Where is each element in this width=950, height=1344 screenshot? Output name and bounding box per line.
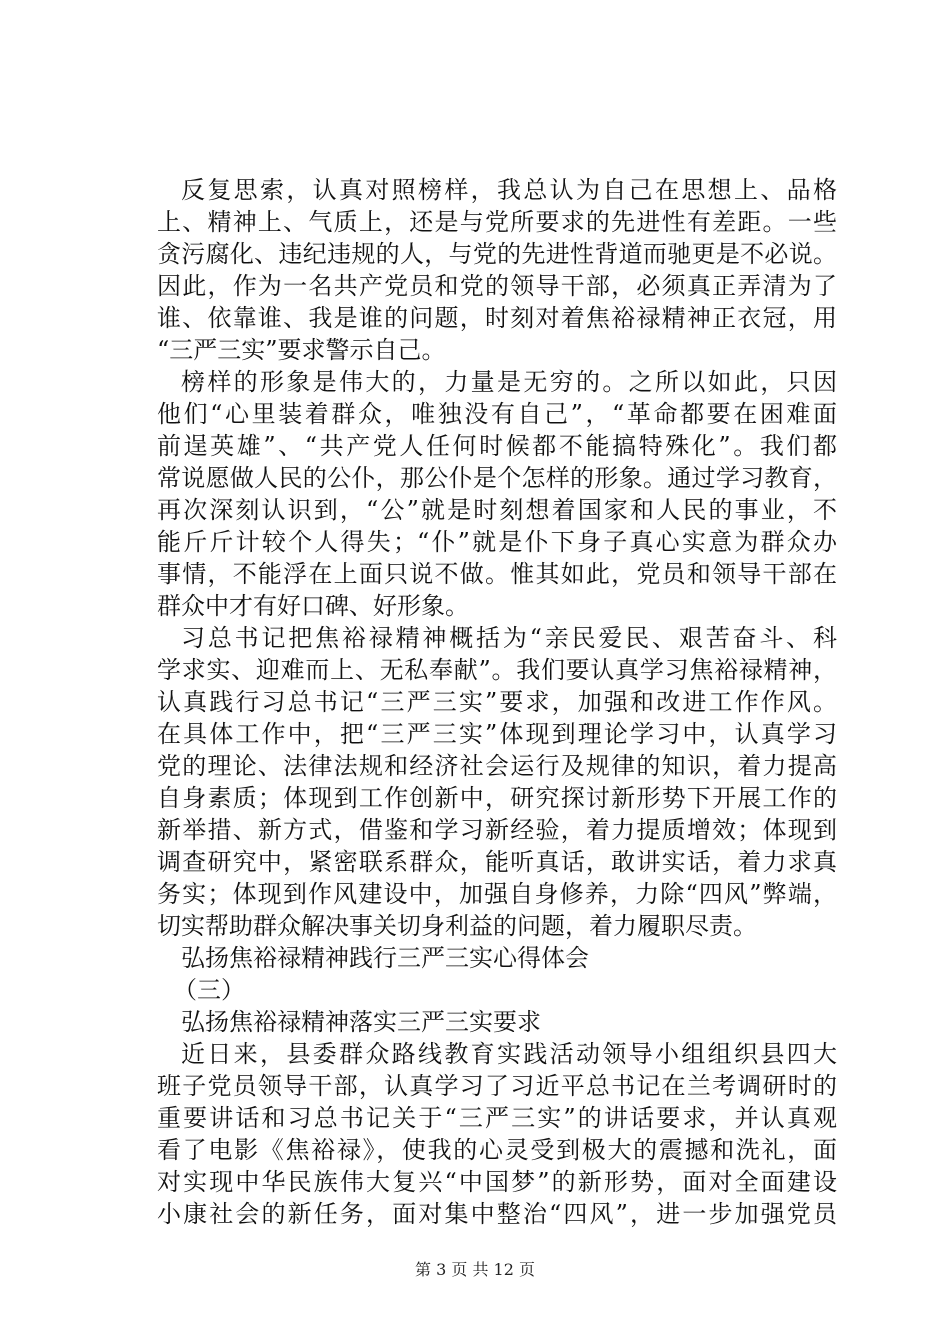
text-line: 贪污腐化、违纪违规的人，与党的先进性背道而驰更是不必说。	[157, 240, 837, 268]
text-line: 弘扬焦裕禄精神践行三严三实心得体会	[181, 944, 589, 972]
document-body	[157, 174, 837, 1230]
text-line: 班子党员领导干部，认真学习了习近平总书记在兰考调研时的	[157, 1072, 837, 1100]
text-line: “三严三实”要求警示自己。	[157, 336, 446, 364]
text-line: 在具体工作中，把“三严三实”体现到理论学习中，认真学习	[157, 720, 837, 748]
text-line: 看了电影《焦裕禄》，使我的心灵受到极大的震撼和洗礼，面	[157, 1136, 837, 1164]
text-line: 反复思索，认真对照榜样，我总认为自己在思想上、品格	[181, 176, 837, 204]
text-line: 习总书记把焦裕禄精神概括为“亲民爱民、艰苦奋斗、科	[181, 624, 837, 652]
text-line: 小康社会的新任务，面对集中整治“四风”，进一步加强党员	[157, 1200, 837, 1228]
text-line: 务实；体现到作风建设中，加强自身修养，力除“四风”弊端，	[157, 880, 837, 908]
text-line: 切实帮助群众解决事关切身利益的问题，着力履职尽责。	[157, 912, 757, 940]
text-line: 重要讲话和习总书记关于“三严三实”的讲话要求，并认真观	[157, 1104, 837, 1132]
text-line: 因此，作为一名共产党员和党的领导干部，必须真正弄清为了	[157, 272, 837, 300]
text-line: 再次深刻认识到，“公”就是时刻想着国家和人民的事业，不	[157, 496, 837, 524]
text-line: 谁、依靠谁、我是谁的问题，时刻对着焦裕禄精神正衣冠，用	[157, 304, 837, 332]
text-line: 能斤斤计较个人得失；“仆”就是仆下身子真心实意为群众办	[157, 528, 837, 556]
text-line: 近日来，县委群众路线教育实践活动领导小组组织县四大	[181, 1040, 837, 1068]
text-line: 榜样的形象是伟大的，力量是无穷的。之所以如此，只因	[181, 368, 837, 396]
text-line: 认真践行习总书记“三严三实”要求，加强和改进工作作风。	[157, 688, 837, 716]
text-line: 常说愿做人民的公仆，那公仆是个怎样的形象。通过学习教育，	[157, 464, 837, 492]
text-line: 弘扬焦裕禄精神落实三严三实要求	[181, 1008, 541, 1036]
text-line: 自身素质；体现到工作创新中，研究探讨新形势下开展工作的	[157, 784, 837, 812]
text-line: 调查研究中，紧密联系群众，能听真话，敢讲实话，着力求真	[157, 848, 837, 876]
text-line: 群众中才有好口碑、好形象。	[157, 592, 469, 620]
text-line: 上、精神上、气质上，还是与党所要求的先进性有差距。一些	[157, 208, 837, 236]
text-line: 他们“心里装着群众，唯独没有自己”，“革命都要在困难面	[157, 400, 837, 428]
text-line: 前逞英雄”、“共产党人任何时候都不能搞特殊化”。我们都	[157, 432, 837, 460]
text-line: 事情，不能浮在上面只说不做。惟其如此，党员和领导干部在	[157, 560, 837, 588]
text-line: 学求实、迎难而上、无私奉献”。我们要认真学习焦裕禄精神，	[157, 656, 837, 684]
text-line: （三）	[173, 976, 245, 1004]
page-footer: 第 3 页 共 12 页	[415, 1260, 535, 1279]
text-line: 党的理论、法律法规和经济社会运行及规律的知识，着力提高	[157, 752, 837, 780]
text-line: 新举措、新方式，借鉴和学习新经验，着力提质增效；体现到	[157, 816, 837, 844]
text-line: 对实现中华民族伟大复兴“中国梦”的新形势，面对全面建设	[157, 1168, 837, 1196]
